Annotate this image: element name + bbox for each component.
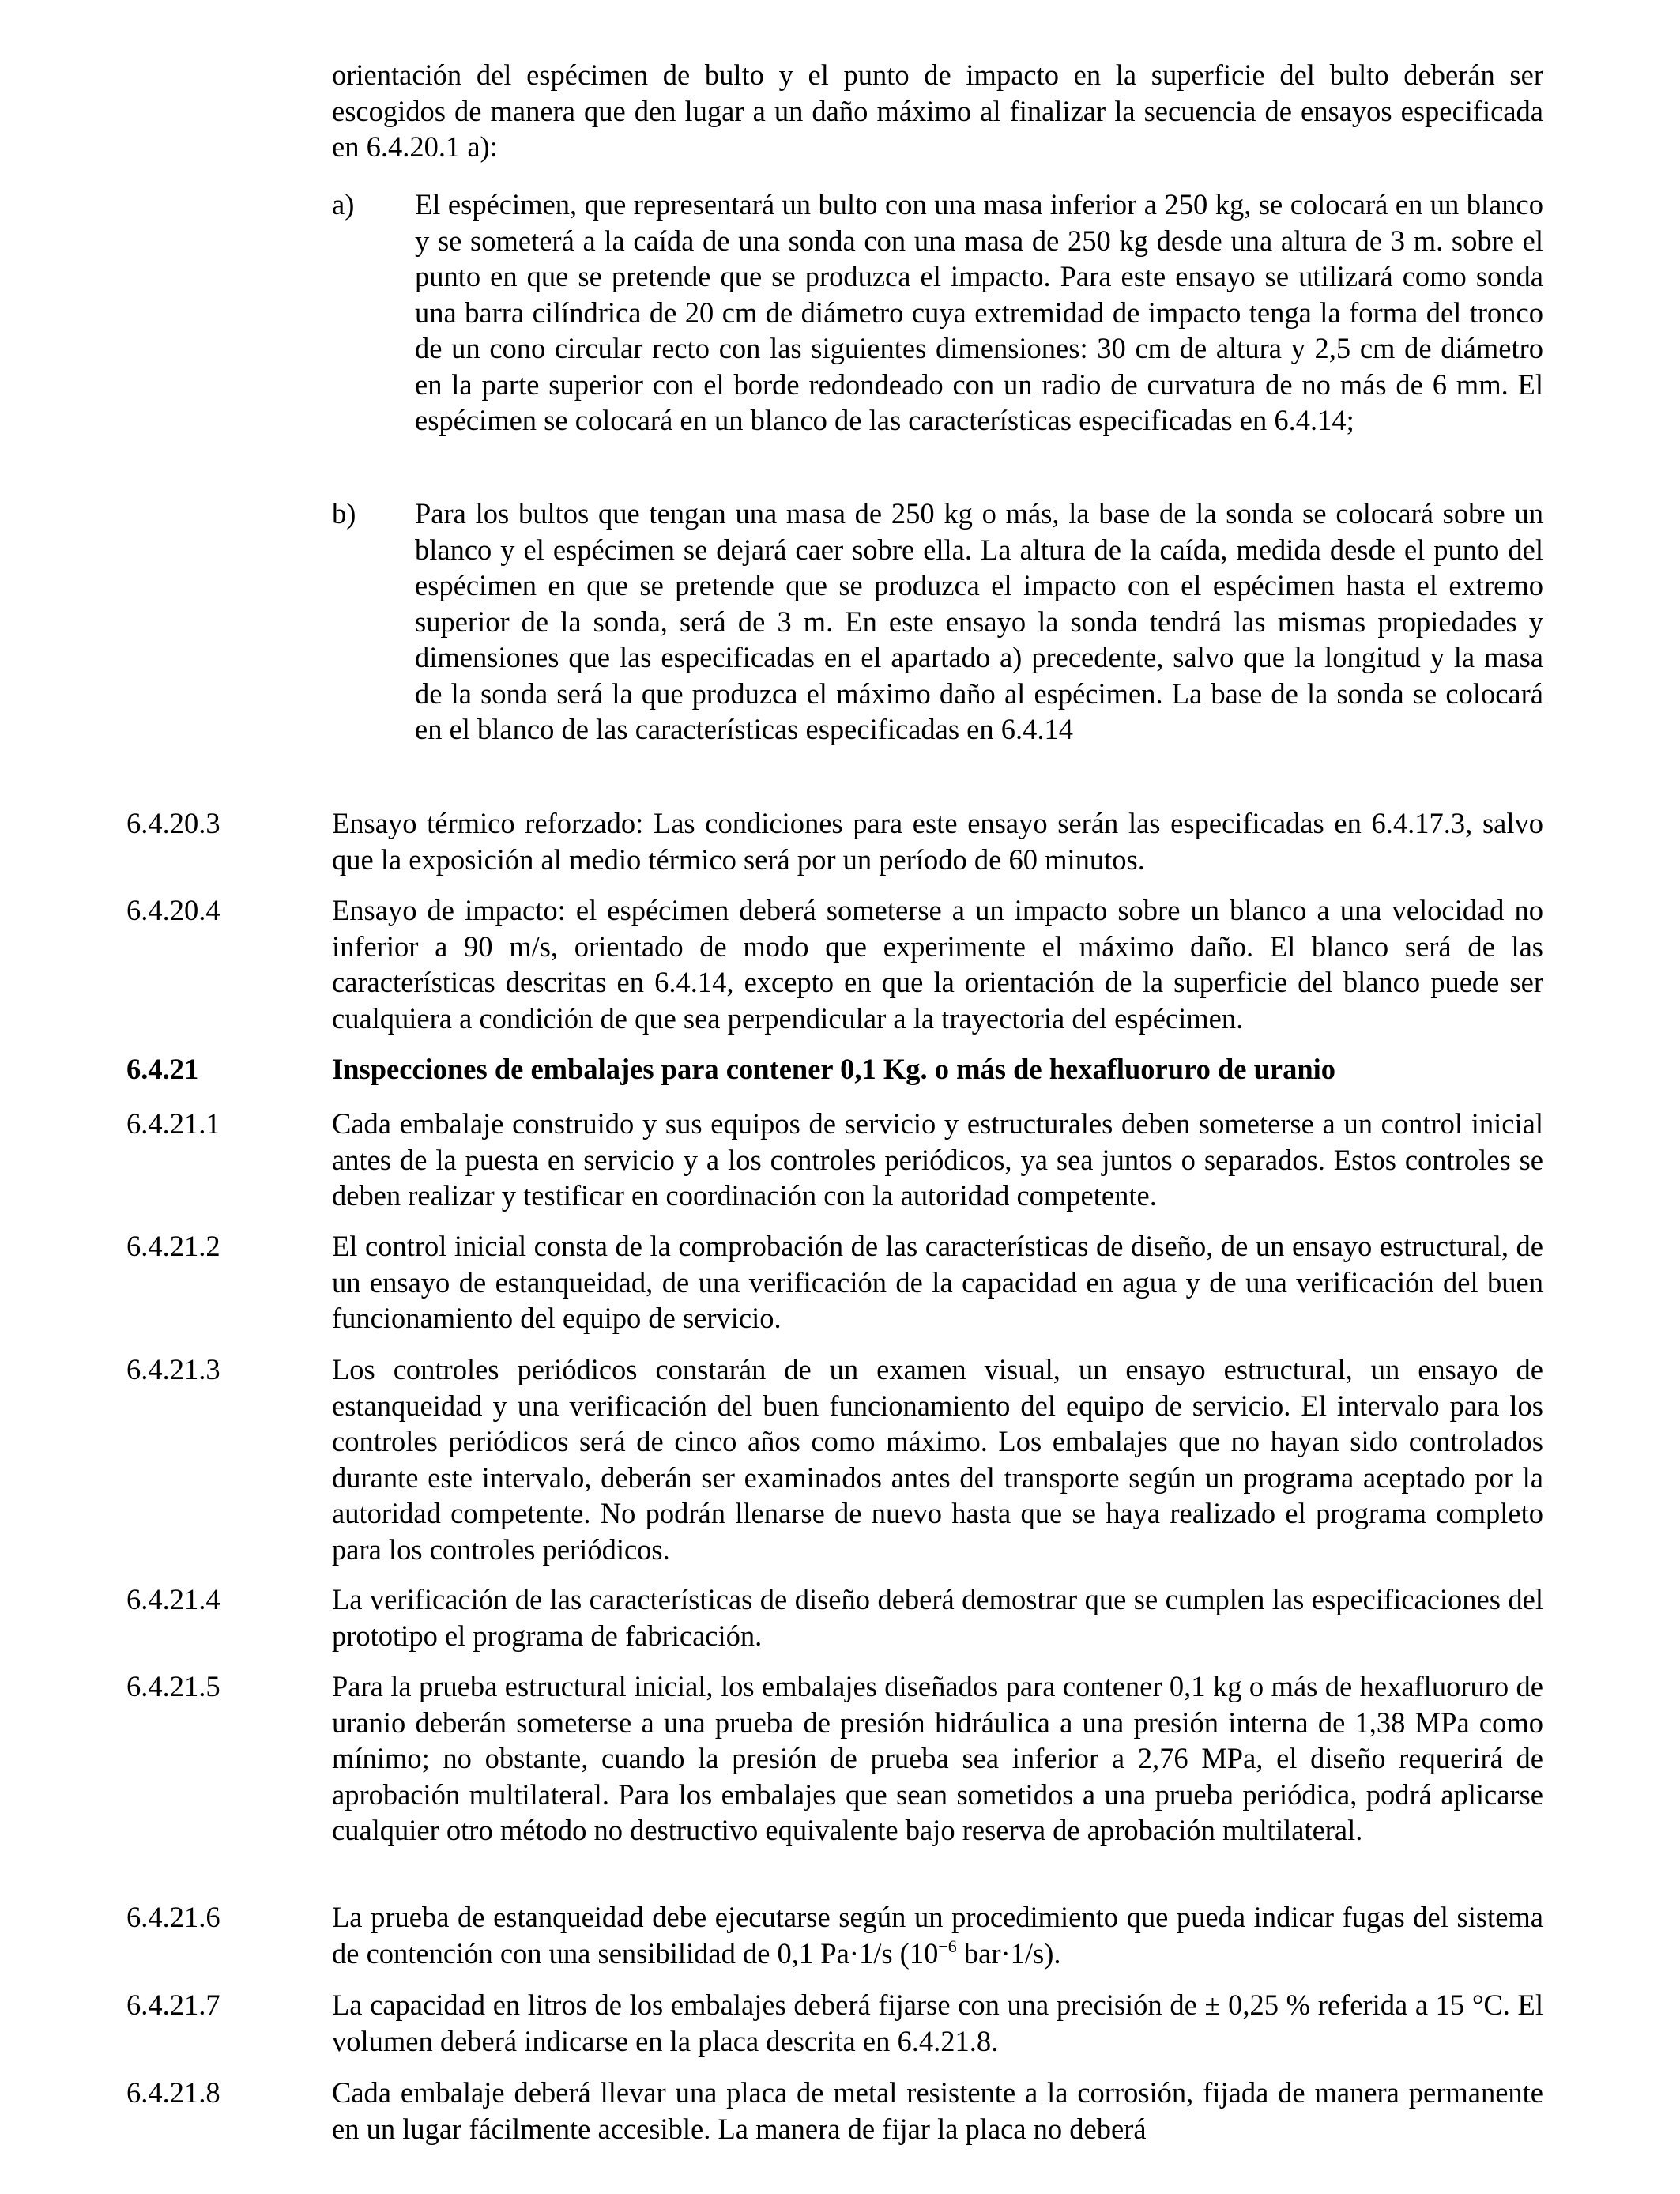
section-number: 6.4.21.7: [126, 1989, 220, 2021]
section-text: Para la prueba estructural inicial, los embalajes diseñados para contener 0,1 kg o más de hexafluoruro de uranio deberán someterse a una prueba de presión hidráulica a una presión interna de 1,38 MPa como mínimo; no obstante, cuando la presión de prueba sea inferior a 2,76 MPa, el diseño requerirá de aprobación multilateral. Para los embalajes que sean sometidos a una prueba periódica, podrá aplicarse cualquier otro método no destructivo equivalente bajo reserva de aprobación multilateral.: [332, 1670, 1543, 1846]
section-text: Ensayo de impacto: el espécimen deberá someterse a un impacto sobre un blanco a una velocidad no inferior a 90 m/s, orientado de modo que experimente el máximo daño. El blanco será de las características descritas en 6.4.14, excepto en que la orientación de la superficie del blanco puede ser cualquiera a condición de que sea perpendicular a la trayectoria del espécimen.: [332, 894, 1543, 1035]
section-number: 6.4.21.4: [126, 1583, 220, 1615]
section-text-main: La prueba de estanqueidad debe ejecutarse según un procedimiento que pueda indicar fugas del sistema de contención con una sensibilidad de 0,1 Pa·1/s (10: [332, 1901, 1543, 1970]
section-number: 6.4.20.3: [126, 807, 220, 839]
section-text: Ensayo térmico reforzado: Las condiciones para este ensayo serán las especificadas en 6.4.17.3, salvo que la exposición al medio térmico será por un período de 60 minutos.: [332, 807, 1543, 876]
section-number: 6.4.21.8: [126, 2076, 220, 2109]
section-heading-title: Inspecciones de embalajes para contener 0,1 Kg. o más de hexafluoruro de uranio: [332, 1053, 1336, 1085]
section-text: La verificación de las características de diseño deberá demostrar que se cumplen las especificaciones del prototipo el programa de fabricación.: [332, 1583, 1543, 1652]
section-number: 6.4.21.2: [126, 1230, 220, 1262]
list-item-text: Para los bultos que tengan una masa de 250 kg o más, la base de la sonda se colocará sobre un blanco y el espécimen se dejará caer sobre ella. La altura de la caída, medida desde el punto del espécimen en que se pretende que se produzca el impacto con el espécimen hasta el extremo superior de la sonda, será de 3 m. En este ensayo la sonda tendrá las mismas propiedades y dimensiones que las especificadas en el apartado a) precedente, salvo que la longitud y la masa de la sonda será la que produzca el máximo daño al espécimen. La base de la sonda se colocará en el blanco de las características especificadas en 6.4.14: [415, 497, 1543, 745]
section-text: Los controles periódicos constarán de un examen visual, un ensayo estructural, un ensayo de estanqueidad y una verificación del buen funcionamiento del equipo de servicio. El intervalo para los controles periódicos será de cinco años como máximo. Los embalajes que no hayan sido controlados durante este intervalo, deberán ser examinados antes del transporte según un programa aceptado por la autoridad competente. No podrán llenarse de nuevo hasta que se haya realizado el programa completo para los controles periódicos.: [332, 1353, 1543, 1566]
list-item-text: El espécimen, que representará un bulto con una masa inferior a 250 kg, se colocará en un blanco y se someterá a la caída de una sonda con una masa de 250 kg desde una altura de 3 m. sobre el punto en que se pretende que se produzca el impacto. Para este ensayo se utilizará como sonda una barra cilíndrica de 20 cm de diámetro cuya extremidad de impacto tenga la forma del tronco de un cono circular recto con las siguientes dimensiones: 30 cm de altura y 2,5 cm de diámetro en la parte superior con el borde redondeado con un radio de curvatura de no más de 6 mm. El espécimen se colocará en un blanco de las características especificadas en 6.4.14;: [415, 188, 1543, 436]
exponent: −6: [938, 1936, 957, 1956]
list-item-label: a): [332, 188, 355, 221]
section-text: El control inicial consta de la comprobación de las características de diseño, de un ensayo estructural, de un ensayo de estanqueidad, de una verificación de la capacidad en agua y de una verificación del buen funcionamiento del equipo de servicio.: [332, 1230, 1543, 1334]
section-number: 6.4.21.3: [126, 1353, 220, 1385]
section-text: Cada embalaje deberá llevar una placa de metal resistente a la corrosión, fijada de manera permanente en un lugar fácilmente accesible. La manera de fijar la placa no deberá: [332, 2076, 1543, 2145]
section-number: 6.4.21.1: [126, 1107, 220, 1140]
section-number: 6.4.20.4: [126, 894, 220, 926]
section-text: [332, 1899, 1543, 1971]
section-text: La capacidad en litros de los embalajes deberá fijarse con una precisión de ± 0,25 % referida a 15 °C. El volumen deberá indicarse en la placa descrita en 6.4.21.8.: [332, 1989, 1543, 2057]
intro-text: orientación del espécimen de bulto y el punto de impacto en la superficie del bulto deberán ser escogidos de manera que den lugar a un daño máximo al finalizar la secuencia de ensayos especificada en 6.4.20.1 a):: [332, 58, 1543, 163]
list-item-label: b): [332, 497, 356, 530]
section-text-tail: bar·1/s).: [956, 1936, 1061, 1970]
section-number: 6.4.21.5: [126, 1670, 220, 1702]
section-heading-number: 6.4.21: [126, 1053, 199, 1085]
section-number: 6.4.21.6: [126, 1901, 220, 1933]
section-text: Cada embalaje construido y sus equipos de servicio y estructurales deben someterse a un control inicial antes de la puesta en servicio y a los controles periódicos, ya sea juntos o separados. Estos controles se deben realizar y testificar en coordinación con la autoridad competente.: [332, 1107, 1543, 1212]
